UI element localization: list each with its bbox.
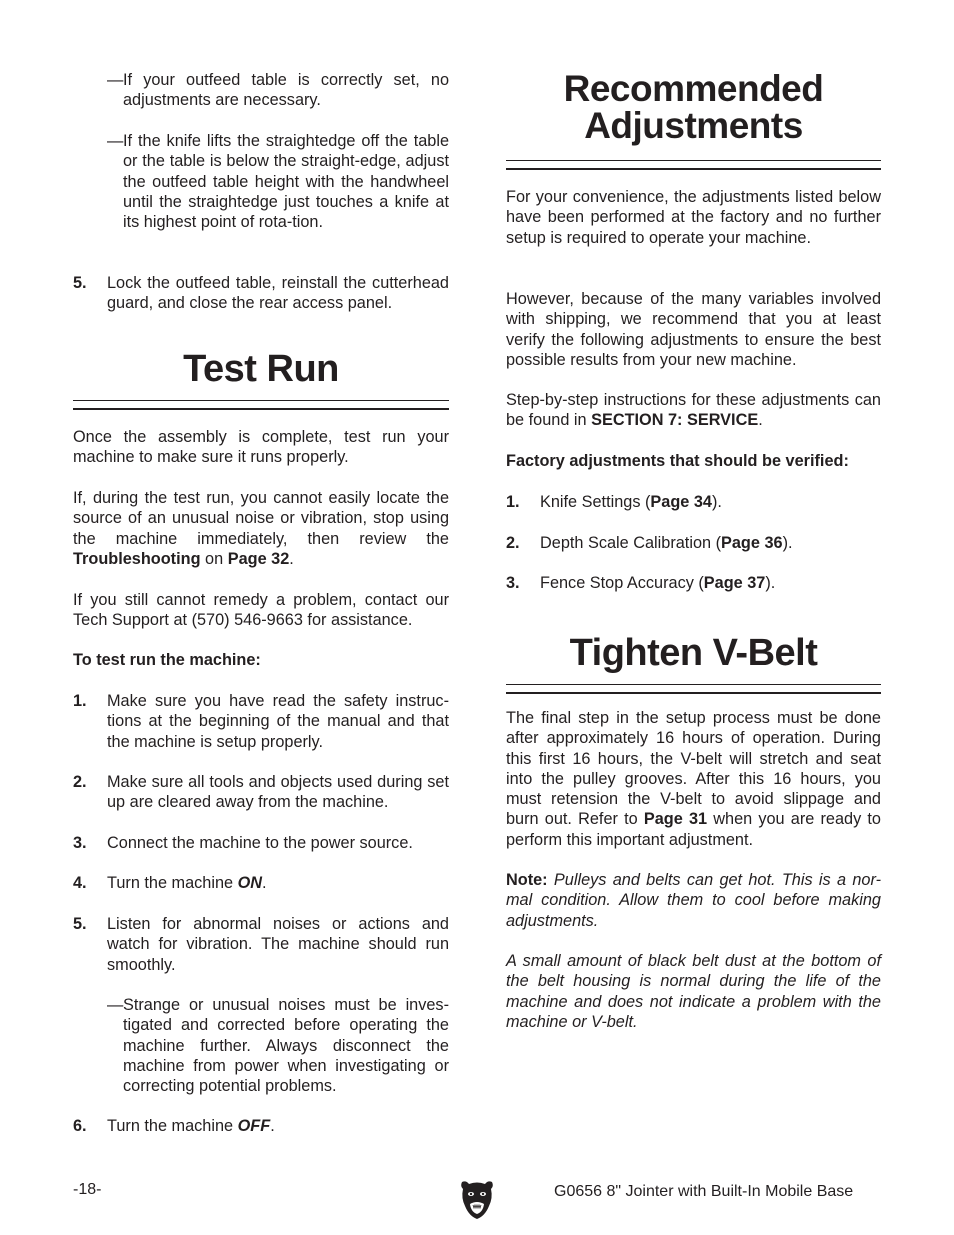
adjust-item-2: 2. Depth Scale Calibration (Page 36). [506,534,793,552]
tighten-vbelt-rule [506,684,881,694]
recommended-adjustments-rule [506,160,881,170]
hot-pulley-note: Note: Pulleys and belts can get hot. This is a nor-mal condition. Allow them to cool before making adjustments. [506,871,881,930]
factory-adjust-list-heading: Factory adjustments that should be verified: [506,452,849,470]
tech-support-para: If you still cannot remedy a problem, contact our Tech Support at (570) 546-9663 for assistance. [73,591,449,630]
test-run-steps-heading: To test run the machine: [73,651,261,669]
shipping-variables-para: However, because of the many variables involved with shipping, we recommend that you at least verify the following adjustments to ensure the best possible results from your new machine. [506,290,881,369]
test-step-1: 1. Make sure you have read the safety instruc-tions at the beginning of the manual and that the machine is setup properly. [73,692,449,751]
model-title: G0656 8" Jointer with Built-In Mobile Base [554,1183,854,1200]
service-section-para: Step-by-step instructions for these adjustments can be found in SECTION 7: SERVICE. [506,391,881,430]
factory-adjust-intro: For your convenience, the adjustments listed below have been performed at the factory and no further setup is required to operate your machine. [506,188,881,247]
vbelt-retension-para: The final step in the setup process must be done after approximately 16 hours of operation. During this first 16 hours, the V-belt will stretch and seat into the pulley grooves. After this 16 hours, you must retension the V-belt to avoid slippage and burn out. Refer to Page 31 when you are ready to perform this important adjustment. [506,709,881,849]
section-7-ref: SECTION 7: SERVICE [591,411,759,430]
outfeed-adjust-note: — If the knife lifts the straightedge off the table or the table is below the straight-edge, adjust the outfeed table height with the handwheel until the straightedge just touches a knife at its highest point of rota-tion. [107,132,449,232]
test-step-3: 3. Connect the machine to the power source. [73,834,413,852]
recommended-adjustments-heading: Recommended Adjustments [563,68,824,146]
adjust-item-1: 1. Knife Settings (Page 34). [506,493,722,511]
step-5-lock-table: 5. Lock the outfeed table, reinstall the cutterhead guard, and close the rear access panel. [73,274,449,313]
page-number: -18- [73,1181,102,1198]
test-run-intro: Once the assembly is complete, test run your machine to make sure it runs properly. [73,428,449,467]
grizzly-bear-logo-icon [459,1178,495,1220]
page-32-ref: Page 32 [227,549,290,568]
belt-dust-note: A small amount of black belt dust at the bottom of the belt housing is normal during the life of the machine and does not indicate a problem with the machine or V-belt. [506,952,881,1031]
outfeed-correct-note: — If your outfeed table is correctly set, no adjustments are necessary. [107,71,449,110]
test-run-rule [73,400,449,410]
page-31-ref: Page 31 [643,810,708,829]
unusual-noise-note: — Strange or unusual noises must be inves-tigated and corrected before operating the machine further. Always disconnect the machine from power when investigating or correcting potential problems. [107,996,449,1096]
troubleshooting-ref: Troubleshooting [73,549,201,568]
adjust-item-3: 3. Fence Stop Accuracy (Page 37). [506,574,776,592]
test-step-6: 6. Turn the machine OFF. [73,1117,275,1135]
test-step-4: 4. Turn the machine ON. [73,874,267,892]
test-run-heading: Test Run [183,348,339,390]
test-step-2: 2. Make sure all tools and objects used during set up are cleared away from the machine. [73,773,449,812]
test-run-troubleshooting-para: If, during the test run, you cannot easily locate the source of an unusual noise or vibration, stop using the machine immediately, then review the Troubleshooting on Page 32. [73,489,449,568]
tighten-vbelt-heading: Tighten V-Belt [569,632,818,674]
test-step-5: 5. Listen for abnormal noises or actions and watch for vibration. The machine should run smoothly. [73,915,449,974]
